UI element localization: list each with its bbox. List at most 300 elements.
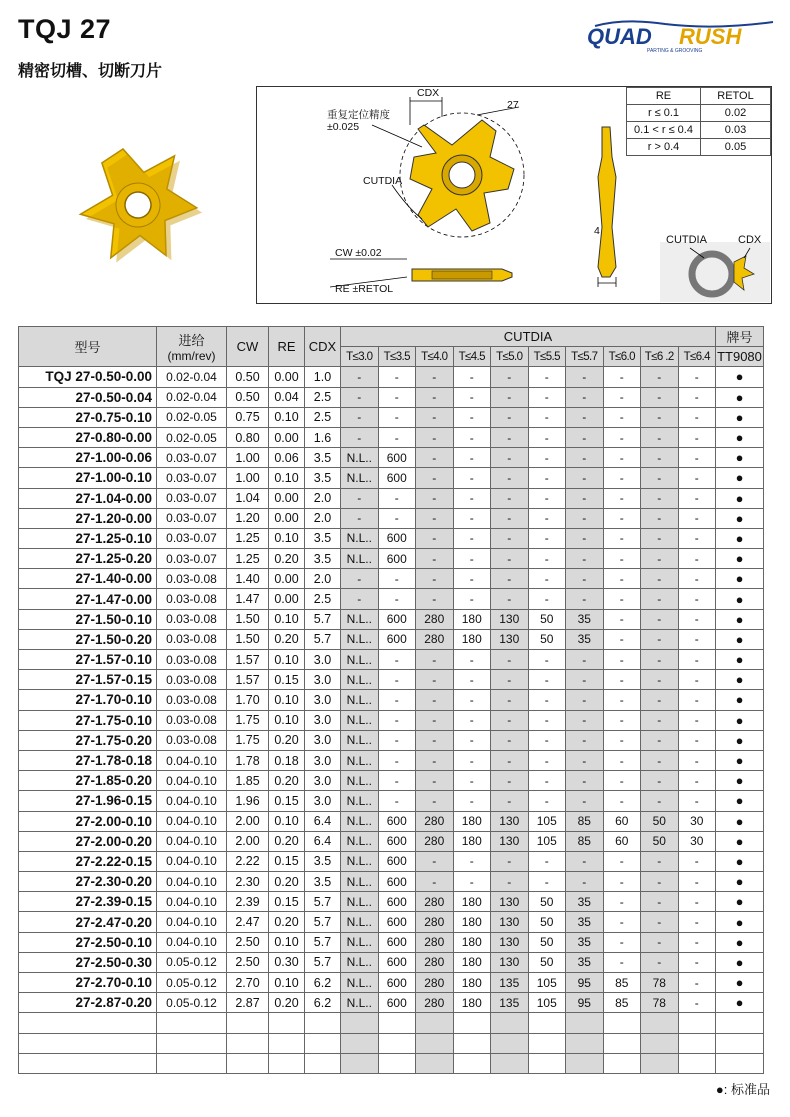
cell-cutdia: N.L.. xyxy=(341,912,379,932)
cell-cutdia: - xyxy=(566,407,604,427)
table-row xyxy=(19,468,764,488)
cell-cw: 1.25 xyxy=(227,528,269,548)
header-cutdia-col: T≤6.0 xyxy=(603,347,641,367)
cell-cw: 2.47 xyxy=(227,912,269,932)
cell-feed: 0.03-0.08 xyxy=(157,629,227,649)
table-row xyxy=(19,690,764,710)
cell-cutdia: - xyxy=(453,771,491,791)
cell-cutdia: - xyxy=(378,791,416,811)
cell-cutdia: - xyxy=(641,952,679,972)
cell-model: 27-1.00-0.06 xyxy=(19,448,157,468)
cell-cutdia: - xyxy=(678,771,716,791)
empty-cell xyxy=(378,1033,416,1053)
cell-cutdia: 85 xyxy=(603,993,641,1013)
cell-model: 27-1.85-0.20 xyxy=(19,771,157,791)
cell-cutdia: - xyxy=(641,407,679,427)
cell-cutdia: - xyxy=(641,387,679,407)
cell-grade: ● xyxy=(716,468,764,488)
cell-cutdia: - xyxy=(678,952,716,972)
cell-cutdia: 35 xyxy=(566,892,604,912)
cell-cutdia: 35 xyxy=(566,932,604,952)
cell-cutdia: - xyxy=(528,427,566,447)
table-row xyxy=(19,831,764,851)
cell-cutdia: - xyxy=(678,468,716,488)
re-dim-label: RE ±RETOL xyxy=(335,283,394,295)
cell-cutdia: - xyxy=(416,549,454,569)
cell-cutdia: 600 xyxy=(378,831,416,851)
cell-feed: 0.05-0.12 xyxy=(157,952,227,972)
header-cdx: CDX xyxy=(305,327,341,367)
cell-re: 0.18 xyxy=(269,750,305,770)
cell-grade: ● xyxy=(716,508,764,528)
cell-cw: 2.39 xyxy=(227,892,269,912)
cell-cutdia: - xyxy=(341,387,379,407)
cell-cdx: 3.0 xyxy=(305,730,341,750)
cell-cw: 1.25 xyxy=(227,549,269,569)
cell-cutdia: - xyxy=(566,468,604,488)
cell-cutdia: 280 xyxy=(416,973,454,993)
cell-cutdia: 180 xyxy=(453,993,491,1013)
cell-cutdia: - xyxy=(491,569,529,589)
cell-model: 27-1.78-0.18 xyxy=(19,750,157,770)
cell-cutdia: 135 xyxy=(491,993,529,1013)
cell-cutdia: 135 xyxy=(491,973,529,993)
cell-model: 27-2.50-0.30 xyxy=(19,952,157,972)
cell-cutdia: 600 xyxy=(378,528,416,548)
cell-cdx: 3.0 xyxy=(305,750,341,770)
cell-grade: ● xyxy=(716,750,764,770)
cell-cw: 1.96 xyxy=(227,791,269,811)
cell-cutdia: - xyxy=(566,690,604,710)
cell-cdx: 3.0 xyxy=(305,771,341,791)
cell-re: 0.10 xyxy=(269,468,305,488)
cell-cutdia: - xyxy=(416,650,454,670)
cell-cutdia: - xyxy=(416,771,454,791)
cell-cutdia: - xyxy=(491,872,529,892)
cell-cutdia: - xyxy=(491,448,529,468)
cell-cutdia: - xyxy=(416,730,454,750)
cell-cutdia: - xyxy=(641,589,679,609)
cell-cutdia: - xyxy=(378,387,416,407)
cell-grade: ● xyxy=(716,488,764,508)
cell-cutdia: - xyxy=(378,427,416,447)
cell-cutdia: - xyxy=(566,771,604,791)
cell-cutdia: 600 xyxy=(378,609,416,629)
cell-cw: 1.40 xyxy=(227,569,269,589)
cell-re: 0.10 xyxy=(269,932,305,952)
cell-feed: 0.04-0.10 xyxy=(157,791,227,811)
cell-model: 27-1.25-0.10 xyxy=(19,528,157,548)
cell-cutdia: 600 xyxy=(378,932,416,952)
cell-cutdia: 280 xyxy=(416,993,454,1013)
cell-feed: 0.04-0.10 xyxy=(157,811,227,831)
cell-cutdia: 600 xyxy=(378,549,416,569)
cell-cutdia: - xyxy=(491,427,529,447)
cell-cutdia: - xyxy=(453,730,491,750)
cell-cw: 1.75 xyxy=(227,710,269,730)
cell-cw: 1.78 xyxy=(227,750,269,770)
cell-cutdia: - xyxy=(453,650,491,670)
cell-cutdia: 180 xyxy=(453,973,491,993)
cell-model: 27-1.25-0.20 xyxy=(19,549,157,569)
table-row xyxy=(19,407,764,427)
cell-cutdia: - xyxy=(341,427,379,447)
cell-cutdia: - xyxy=(603,892,641,912)
cell-cdx: 5.7 xyxy=(305,932,341,952)
cell-cutdia: 600 xyxy=(378,973,416,993)
cell-cutdia: - xyxy=(603,730,641,750)
cell-cutdia: 600 xyxy=(378,872,416,892)
table-row xyxy=(19,589,764,609)
cell-cutdia: - xyxy=(341,367,379,387)
cell-cutdia: - xyxy=(566,569,604,589)
cell-cutdia: - xyxy=(678,710,716,730)
cell-model: 27-1.04-0.00 xyxy=(19,488,157,508)
cell-cutdia: - xyxy=(603,791,641,811)
cell-cdx: 3.5 xyxy=(305,448,341,468)
cell-model: 27-1.70-0.10 xyxy=(19,690,157,710)
cell-cutdia: N.L.. xyxy=(341,629,379,649)
cell-cutdia: 60 xyxy=(603,811,641,831)
cell-cutdia: 600 xyxy=(378,448,416,468)
cell-cutdia: - xyxy=(641,932,679,952)
cell-cutdia: - xyxy=(678,448,716,468)
cell-cutdia: 600 xyxy=(378,952,416,972)
header-re: RE xyxy=(269,327,305,367)
cell-cutdia: - xyxy=(566,791,604,811)
cell-cdx: 3.5 xyxy=(305,549,341,569)
cell-cutdia: - xyxy=(603,952,641,972)
cell-cutdia: - xyxy=(453,750,491,770)
cell-model: 27-1.40-0.00 xyxy=(19,569,157,589)
cell-cutdia: 600 xyxy=(378,912,416,932)
cell-feed: 0.03-0.08 xyxy=(157,569,227,589)
cell-cutdia: - xyxy=(491,670,529,690)
cell-model: TQJ 27-0.50-0.00 xyxy=(19,367,157,387)
cell-cutdia: N.L.. xyxy=(341,932,379,952)
retol-value: 0.03 xyxy=(701,122,771,139)
cell-model: 27-2.30-0.20 xyxy=(19,872,157,892)
cell-cutdia: 50 xyxy=(528,609,566,629)
cell-cw: 2.50 xyxy=(227,952,269,972)
cell-cutdia: - xyxy=(491,650,529,670)
empty-cell xyxy=(227,1053,269,1073)
empty-cell xyxy=(157,1053,227,1073)
cell-grade: ● xyxy=(716,851,764,871)
cell-cutdia: - xyxy=(678,488,716,508)
cell-feed: 0.03-0.07 xyxy=(157,528,227,548)
cell-cutdia: - xyxy=(453,791,491,811)
table-row xyxy=(19,771,764,791)
cell-model: 27-2.87-0.20 xyxy=(19,993,157,1013)
cell-cutdia: 130 xyxy=(491,811,529,831)
cell-cdx: 1.6 xyxy=(305,427,341,447)
cell-cutdia: - xyxy=(453,488,491,508)
cell-cw: 1.04 xyxy=(227,488,269,508)
cell-cutdia: - xyxy=(678,427,716,447)
cell-cdx: 3.5 xyxy=(305,872,341,892)
cell-cutdia: 130 xyxy=(491,609,529,629)
cell-cutdia: 180 xyxy=(453,629,491,649)
cell-cutdia: - xyxy=(603,589,641,609)
empty-cell xyxy=(378,1013,416,1033)
empty-cell xyxy=(269,1013,305,1033)
cell-grade: ● xyxy=(716,993,764,1013)
cell-cutdia: 105 xyxy=(528,811,566,831)
cell-cutdia: - xyxy=(416,488,454,508)
cell-cw: 0.80 xyxy=(227,427,269,447)
cell-cutdia: 280 xyxy=(416,912,454,932)
cell-cutdia: - xyxy=(528,650,566,670)
table-row xyxy=(19,629,764,649)
cell-cutdia: 600 xyxy=(378,993,416,1013)
cell-cdx: 5.7 xyxy=(305,629,341,649)
cell-grade: ● xyxy=(716,569,764,589)
cell-cutdia: - xyxy=(566,730,604,750)
cell-cw: 1.00 xyxy=(227,468,269,488)
cell-cutdia: - xyxy=(678,973,716,993)
table-row xyxy=(19,528,764,548)
cell-cutdia: - xyxy=(566,528,604,548)
cell-re: 0.10 xyxy=(269,811,305,831)
cell-cutdia: - xyxy=(341,508,379,528)
cell-re: 0.20 xyxy=(269,872,305,892)
cell-cutdia: - xyxy=(453,427,491,447)
cell-re: 0.10 xyxy=(269,710,305,730)
cell-cutdia: 50 xyxy=(641,811,679,831)
cell-cutdia: 50 xyxy=(528,892,566,912)
table-row xyxy=(19,892,764,912)
table-row xyxy=(19,670,764,690)
empty-cell xyxy=(678,1033,716,1053)
retol-value: 0.05 xyxy=(701,139,771,156)
empty-cell xyxy=(641,1053,679,1073)
cell-cutdia: 35 xyxy=(566,912,604,932)
cell-cdx: 6.2 xyxy=(305,993,341,1013)
cell-cutdia: 130 xyxy=(491,831,529,851)
cell-cutdia: 280 xyxy=(416,892,454,912)
cell-cutdia: - xyxy=(603,629,641,649)
cell-cutdia: - xyxy=(528,549,566,569)
header-grade: 牌号 xyxy=(716,327,764,347)
cell-feed: 0.02-0.04 xyxy=(157,387,227,407)
cell-cutdia: - xyxy=(678,912,716,932)
cell-cw: 2.50 xyxy=(227,932,269,952)
table-row xyxy=(19,912,764,932)
cell-re: 0.10 xyxy=(269,973,305,993)
empty-cell xyxy=(528,1053,566,1073)
empty-cell xyxy=(678,1013,716,1033)
empty-cell xyxy=(678,1053,716,1073)
cell-cutdia: - xyxy=(416,367,454,387)
cell-feed: 0.03-0.07 xyxy=(157,448,227,468)
cell-feed: 0.03-0.07 xyxy=(157,468,227,488)
cell-model: 27-1.20-0.00 xyxy=(19,508,157,528)
cell-cdx: 2.0 xyxy=(305,488,341,508)
cell-cutdia: - xyxy=(678,730,716,750)
cell-cutdia: 85 xyxy=(566,811,604,831)
cell-cutdia: - xyxy=(378,367,416,387)
empty-row xyxy=(19,1033,764,1053)
empty-row xyxy=(19,1053,764,1073)
cell-cw: 2.70 xyxy=(227,973,269,993)
cell-cw: 0.50 xyxy=(227,387,269,407)
cell-re: 0.04 xyxy=(269,387,305,407)
table-row xyxy=(19,872,764,892)
cell-re: 0.10 xyxy=(269,528,305,548)
cell-re: 0.20 xyxy=(269,771,305,791)
header-cutdia: CUTDIA xyxy=(341,327,716,347)
empty-cell xyxy=(269,1033,305,1053)
cell-cutdia: - xyxy=(678,407,716,427)
cell-cutdia: 30 xyxy=(678,811,716,831)
cell-cutdia: - xyxy=(378,771,416,791)
cell-re: 0.15 xyxy=(269,892,305,912)
table-row xyxy=(19,750,764,770)
cw-dim-label: CW ±0.02 xyxy=(335,247,382,259)
cell-cw: 1.50 xyxy=(227,609,269,629)
cell-cutdia: - xyxy=(603,488,641,508)
cell-cdx: 3.0 xyxy=(305,710,341,730)
cell-cutdia: - xyxy=(378,508,416,528)
table-row xyxy=(19,730,764,750)
cell-feed: 0.03-0.08 xyxy=(157,710,227,730)
cell-cutdia: - xyxy=(528,407,566,427)
cell-cutdia: - xyxy=(491,710,529,730)
table-row xyxy=(19,549,764,569)
empty-cell xyxy=(491,1053,529,1073)
cell-model: 27-0.75-0.10 xyxy=(19,407,157,427)
header-cw: CW xyxy=(227,327,269,367)
cell-cutdia: - xyxy=(678,609,716,629)
cell-cdx: 5.7 xyxy=(305,952,341,972)
cell-cutdia: - xyxy=(453,387,491,407)
cell-cdx: 3.0 xyxy=(305,690,341,710)
cell-feed: 0.03-0.07 xyxy=(157,488,227,508)
cell-grade: ● xyxy=(716,629,764,649)
cell-cw: 2.00 xyxy=(227,811,269,831)
table-row xyxy=(19,488,764,508)
cell-re: 0.10 xyxy=(269,407,305,427)
cell-cutdia: - xyxy=(678,993,716,1013)
cell-grade: ● xyxy=(716,650,764,670)
cell-cutdia: - xyxy=(641,851,679,871)
cell-cutdia: 60 xyxy=(603,831,641,851)
header-cutdia-col: T≤6 .2 xyxy=(641,347,679,367)
cell-grade: ● xyxy=(716,528,764,548)
cell-cutdia: - xyxy=(491,851,529,871)
cell-cutdia: 180 xyxy=(453,912,491,932)
cell-cutdia: - xyxy=(641,609,679,629)
cell-cutdia: - xyxy=(566,750,604,770)
cell-feed: 0.04-0.10 xyxy=(157,831,227,851)
cell-cw: 2.00 xyxy=(227,831,269,851)
cell-cutdia: - xyxy=(678,851,716,871)
cell-cutdia: - xyxy=(491,387,529,407)
cell-cutdia: - xyxy=(678,932,716,952)
header-feed-label: 进给 xyxy=(178,333,205,349)
cell-cutdia: - xyxy=(378,650,416,670)
cell-cutdia: 280 xyxy=(416,629,454,649)
cell-feed: 0.03-0.07 xyxy=(157,549,227,569)
cell-cutdia: - xyxy=(491,508,529,528)
cell-cdx: 3.0 xyxy=(305,791,341,811)
cell-cutdia: - xyxy=(453,872,491,892)
cell-cutdia: - xyxy=(678,650,716,670)
cell-cutdia: 78 xyxy=(641,993,679,1013)
cell-cutdia: - xyxy=(603,710,641,730)
cell-cutdia: 50 xyxy=(528,629,566,649)
cell-cutdia: 130 xyxy=(491,892,529,912)
cell-cutdia: - xyxy=(528,791,566,811)
cell-cutdia: - xyxy=(641,730,679,750)
cell-cutdia: - xyxy=(641,690,679,710)
cell-cutdia: - xyxy=(416,468,454,488)
cell-cutdia: N.L.. xyxy=(341,892,379,912)
table-row xyxy=(19,387,764,407)
cell-cw: 1.75 xyxy=(227,730,269,750)
empty-cell xyxy=(528,1033,566,1053)
cell-cutdia: - xyxy=(491,367,529,387)
cell-re: 0.10 xyxy=(269,650,305,670)
cell-cdx: 2.5 xyxy=(305,407,341,427)
empty-cell xyxy=(19,1053,157,1073)
empty-cell xyxy=(453,1053,491,1073)
cell-cutdia: - xyxy=(566,589,604,609)
cell-cutdia: 85 xyxy=(566,831,604,851)
cell-cutdia: - xyxy=(453,851,491,871)
cell-cutdia: - xyxy=(603,912,641,932)
cell-re: 0.20 xyxy=(269,993,305,1013)
cell-cutdia: N.L.. xyxy=(341,750,379,770)
cell-cutdia: - xyxy=(528,670,566,690)
empty-cell xyxy=(227,1013,269,1033)
cell-grade: ● xyxy=(716,609,764,629)
page-subtitle: 精密切槽、切断刀片 xyxy=(18,63,163,80)
cell-model: 27-1.96-0.15 xyxy=(19,791,157,811)
footnote: ●: 标准品 xyxy=(715,1082,770,1097)
cell-cutdia: - xyxy=(491,528,529,548)
cell-grade: ● xyxy=(716,367,764,387)
cell-cdx: 6.4 xyxy=(305,831,341,851)
empty-cell xyxy=(716,1033,764,1053)
cell-cutdia: - xyxy=(416,407,454,427)
table-row xyxy=(19,427,764,447)
cell-re: 0.00 xyxy=(269,508,305,528)
cell-cutdia: 180 xyxy=(453,952,491,972)
cell-cutdia: N.L.. xyxy=(341,690,379,710)
cell-cutdia: - xyxy=(491,549,529,569)
cell-cutdia: N.L.. xyxy=(341,952,379,972)
empty-cell xyxy=(341,1053,379,1073)
cell-cutdia: N.L.. xyxy=(341,993,379,1013)
cell-cutdia: - xyxy=(641,488,679,508)
cell-cutdia: - xyxy=(678,589,716,609)
cell-cutdia: - xyxy=(603,508,641,528)
cell-model: 27-2.00-0.20 xyxy=(19,831,157,851)
cell-feed: 0.03-0.08 xyxy=(157,589,227,609)
cell-cutdia: - xyxy=(641,549,679,569)
header-cutdia-col: T≤3.0 xyxy=(341,347,379,367)
cell-cutdia: - xyxy=(603,367,641,387)
cell-cutdia: - xyxy=(528,488,566,508)
cell-cutdia: - xyxy=(378,670,416,690)
cell-cutdia: - xyxy=(491,488,529,508)
cell-cutdia: - xyxy=(528,690,566,710)
cell-cdx: 1.0 xyxy=(305,367,341,387)
cell-re: 0.30 xyxy=(269,952,305,972)
empty-cell xyxy=(19,1013,157,1033)
